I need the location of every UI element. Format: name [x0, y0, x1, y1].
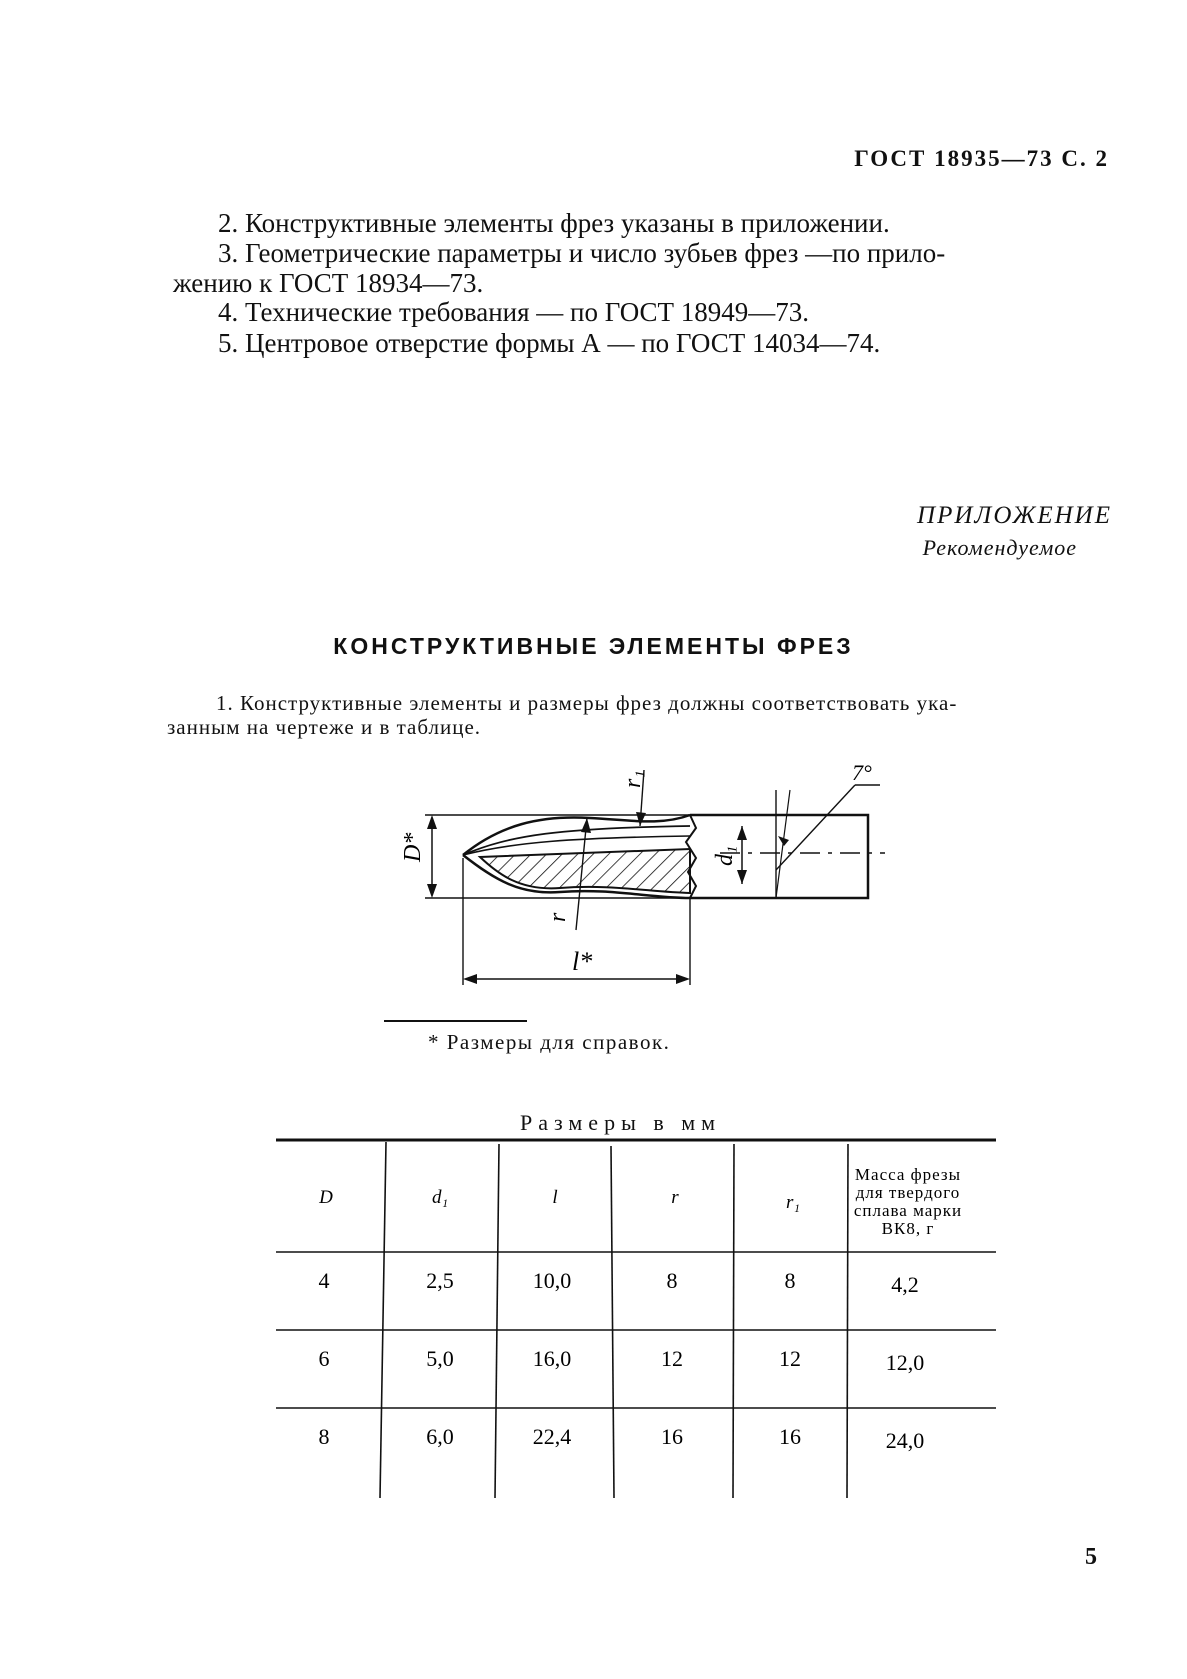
- cell-r1: 8: [784, 1268, 796, 1293]
- cell-mass: 24,0: [885, 1428, 925, 1453]
- paragraph-4: 4. Технические требования — по ГОСТ 18949—73.: [218, 297, 810, 327]
- label-D: D*: [400, 832, 426, 862]
- header-mass-2: для твердого: [855, 1183, 961, 1202]
- header-d1: d₁: [431, 1187, 449, 1208]
- header-mass-1: Масса фрезы: [854, 1165, 962, 1184]
- cell-D: 4: [318, 1268, 330, 1293]
- cell-r: 8: [666, 1268, 678, 1293]
- label-r1: r₁: [620, 770, 646, 788]
- dimension-d1: [712, 826, 747, 884]
- cell-D: 8: [318, 1424, 330, 1449]
- label-r: r: [545, 912, 571, 922]
- cell-D: 6: [318, 1346, 330, 1371]
- cell-d1: 5,0: [426, 1346, 454, 1371]
- cell-r: 16: [661, 1424, 683, 1449]
- radius-r1: [620, 770, 646, 826]
- cell-l: 16,0: [532, 1346, 572, 1371]
- angle-annotation: [776, 760, 880, 898]
- header-mass-4: ВК8, г: [881, 1219, 935, 1238]
- label-l: l*: [572, 947, 593, 976]
- cell-l: 10,0: [532, 1268, 572, 1293]
- cell-r1: 16: [779, 1424, 801, 1449]
- table-row: [319, 1424, 925, 1453]
- label-angle: 7°: [852, 760, 872, 785]
- table-body: [319, 1268, 925, 1453]
- table-caption: Размеры в мм: [520, 1110, 722, 1135]
- footnote: * Размеры для справок.: [428, 1030, 671, 1054]
- appendix-subtitle: Рекомендуемое: [922, 535, 1077, 560]
- header-r: r: [671, 1187, 679, 1208]
- page-number: 5: [1085, 1544, 1097, 1570]
- table-row: [319, 1346, 925, 1375]
- section-text-line-1: 1. Конструктивные элементы и размеры фрез должны соответствовать ука-: [216, 691, 958, 715]
- cell-l: 22,4: [532, 1424, 572, 1449]
- table-row: [319, 1268, 919, 1297]
- footnote-divider: [384, 1020, 527, 1022]
- section-title: КОНСТРУКТИВНЫЕ ЭЛЕМЕНТЫ ФРЕЗ: [333, 633, 854, 659]
- cell-r: 12: [661, 1346, 683, 1371]
- paragraph-3-line-2: жению к ГОСТ 18934—73.: [173, 268, 484, 298]
- dimensions-table: [0, 1130, 1187, 1510]
- appendix-title: ПРИЛОЖЕНИЕ: [917, 502, 1112, 529]
- header-l: l: [552, 1187, 558, 1208]
- paragraph-2: 2. Конструктивные элементы фрез указаны в приложении.: [218, 208, 890, 238]
- standard-reference: ГОСТ 18935—73 С. 2: [854, 146, 1109, 171]
- label-d1: d₁: [712, 845, 738, 866]
- cell-d1: 2,5: [426, 1268, 454, 1293]
- cell-r1: 12: [779, 1346, 801, 1371]
- header-mass-3: сплава марки: [853, 1201, 963, 1220]
- paragraph-3-line-1: 3. Геометрические параметры и число зубьев фрез —по прило-: [218, 238, 946, 268]
- cell-mass: 4,2: [891, 1272, 919, 1297]
- header-r1: r₁: [786, 1192, 800, 1213]
- header-D: D: [319, 1187, 333, 1208]
- paragraph-5: 5. Центровое отверстие формы А — по ГОСТ 14034—74.: [218, 328, 881, 358]
- cell-mass: 12,0: [885, 1350, 925, 1375]
- cutter-outline: [463, 815, 885, 898]
- section-text-line-2: занным на чертеже и в таблице.: [167, 715, 482, 739]
- cell-d1: 6,0: [426, 1424, 454, 1449]
